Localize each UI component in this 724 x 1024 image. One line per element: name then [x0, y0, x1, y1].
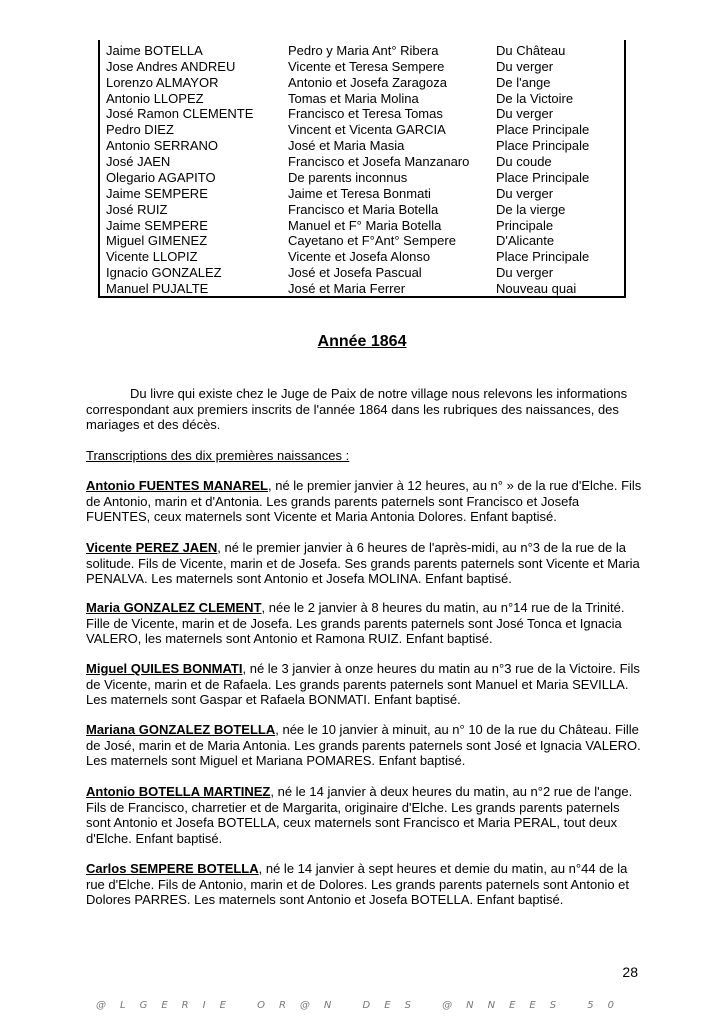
birth-entry — [86, 784, 646, 846]
table-cell-name: Vicente LLOPIZ — [106, 249, 198, 264]
entry-text: , née le 2 janvier à 8 heures du matin, au n°14 rue de la Trinité. Fille de Vicente, marin et de Josefa. Les grands parents paternels sont José Tonca et Ignacia VALERO, les maternels sont Antonio et Ramona RUIZ. Enfant baptisé. — [86, 600, 625, 646]
section-title: Année 1864 — [317, 333, 407, 350]
entry-text: , né le premier janvier à 12 heures, au n° » de la rue d'Elche. Fils de Antonio, marin et d'Antonia. Les grands parents paternels sont Francisco et Josefa FUENTES, ceux maternels sont Vicente et Maria Antonia Dolores. Enfant baptisé. — [86, 478, 642, 524]
table-cell-parents: Vincent et Vicenta GARCIA — [288, 122, 446, 137]
birth-entry — [86, 600, 646, 647]
table-cell-parents: Vicente et Teresa Sempere — [288, 59, 445, 74]
entry-text: , née le 10 janvier à minuit, au n° 10 de la rue du Château. Fille de José, marin et de Maria Antonia. Les grands parents paternels sont José et Ignacia VALERO. Les maternels sont Miguel et Mariana POMARES. Enfant baptisé. — [86, 722, 641, 768]
table-cell-parents: Francisco et Teresa Tomas — [288, 106, 443, 121]
table-cell-name: Manuel PUJALTE — [106, 281, 209, 296]
entry-name: Maria GONZALEZ CLEMENT — [86, 600, 262, 615]
entry-name: Mariana GONZALEZ BOTELLA — [86, 722, 276, 737]
table-cell-parents: Jaime et Teresa Bonmati — [288, 186, 431, 201]
table-cell-name: Jaime SEMPERE — [106, 218, 208, 233]
table-cell-name: Miguel GIMENEZ — [106, 233, 208, 248]
table-cell-name: Jaime BOTELLA — [106, 43, 203, 58]
table-cell-name: Ignacio GONZALEZ — [106, 265, 222, 280]
entry-text: , né le premier janvier à 6 heures de l'après-midi, au n°3 de la rue de la solitude. Fils de Vicente, marin et de Josefa. Ses grands parents paternels sont Vicente et Maria PENALVA. Les maternels sont Antonio et Josefa MOLINA. Enfant baptisé. — [86, 540, 640, 586]
transcriptions-heading: Transcriptions des dix premières naissances : — [86, 448, 350, 463]
table-cell-parents: José et Maria Masia — [288, 138, 405, 153]
baptism-table — [98, 40, 626, 298]
birth-entry — [86, 661, 646, 708]
table-cell-place: De la Victoire — [496, 91, 574, 106]
table-cell-place: De l'ange — [496, 75, 551, 90]
table-cell-name: Antonio LLOPEZ — [106, 91, 204, 106]
entry-name: Carlos SEMPERE BOTELLA — [86, 861, 259, 876]
table-cell-parents: De parents inconnus — [288, 170, 408, 185]
table-cell-name: Pedro DIEZ — [106, 122, 174, 137]
table-cell-place: Nouveau quai — [496, 281, 577, 296]
table-cell-place: Du verger — [496, 59, 554, 74]
table-cell-parents: Vicente et Josefa Alonso — [288, 249, 431, 264]
table-cell-parents: Tomas et Maria Molina — [288, 91, 419, 106]
entry-text: , né le 3 janvier à onze heures du matin au n°3 rue de la Victoire. Fils de Vicente, marin et de Rafaela. Les grands parents paternels sont Manuel et Maria SEVILLA. Les maternels sont Gaspar et Rafaela BONMATI. Enfant baptisé. — [86, 661, 640, 707]
entry-name: Miguel QUILES BONMATI — [86, 661, 243, 676]
table-cell-parents: Antonio et Josefa Zaragoza — [288, 75, 447, 90]
table-cell-parents: Pedro y Maria Ant° Ribera — [288, 43, 439, 58]
table-cell-place: Du verger — [496, 186, 554, 201]
table-cell-place: De la vierge — [496, 202, 566, 217]
entry-name: Vicente PEREZ JAEN — [86, 540, 218, 555]
table-cell-parents: Francisco et Josefa Manzanaro — [288, 154, 470, 169]
table-cell-place: Du Château — [496, 43, 566, 58]
table-cell-parents: Cayetano et F°Ant° Sempere — [288, 233, 456, 248]
birth-entry — [86, 861, 646, 908]
table-cell-place: Du verger — [496, 265, 554, 280]
birth-entry — [86, 478, 646, 525]
birth-entry — [86, 722, 646, 769]
table-cell-name: José Ramon CLEMENTE — [106, 106, 254, 121]
table-cell-place: Du verger — [496, 106, 554, 121]
table-cell-name: José JAEN — [106, 154, 171, 169]
intro-paragraph: Du livre qui existe chez le Juge de Paix de notre village nous relevons les informations correspondant aux premiers inscrits de l'année 1864 dans les rubriques des naissances, des mariages et des décès. — [86, 386, 628, 432]
table-cell-place: Place Principale — [496, 122, 590, 137]
table-cell-name: Olegario AGAPITO — [106, 170, 216, 185]
entry-text: , né le 14 janvier à sept heures et demie du matin, au n°44 de la rue d'Elche. Fils de Antonio, marin et de Dolores. Les grands parents paternels sont Antonio et Dolores PARRES. Les maternels sont Antonio et Josefa BOTELLA. Enfant baptisé. — [86, 861, 630, 907]
table-cell-name: Jaime SEMPERE — [106, 186, 208, 201]
birth-entry — [86, 540, 646, 587]
table-cell-name: José RUIZ — [106, 202, 168, 217]
entry-name: Antonio FUENTES MANAREL — [86, 478, 268, 493]
table-cell-place: Place Principale — [496, 170, 590, 185]
entry-name: Antonio BOTELLA MARTINEZ — [86, 784, 271, 799]
table-cell-place: Principale — [496, 218, 554, 233]
table-cell-name: Antonio SERRANO — [106, 138, 218, 153]
table-cell-place: Place Principale — [496, 249, 590, 264]
entry-text: , né le 14 janvier à deux heures du matin, au n°2 rue de l'ange. Fils de Francisco, charretier et de Margarita, originaire d'Elche. Les grands parents paternels sont Antonio et Josefa BOTELLA, ceux maternels sont Francisco et Maria PERAL, tout deux d'Elche. Enfant baptisé. — [86, 784, 633, 846]
page-number: 28 — [622, 964, 638, 980]
table-cell-place: Du coude — [496, 154, 552, 169]
table-cell-place: Place Principale — [496, 138, 590, 153]
table-cell-parents: Francisco et Maria Botella — [288, 202, 439, 217]
table-cell-parents: José et Maria Ferrer — [288, 281, 406, 296]
footer-text: @LGERIE OR@N DES @NNEES 50 — [96, 1000, 628, 1011]
table-cell-parents: Manuel et F° Maria Botella — [288, 218, 442, 233]
table-cell-name: Lorenzo ALMAYOR — [106, 75, 219, 90]
table-cell-name: Jose Andres ANDREU — [106, 59, 236, 74]
table-cell-parents: José et Josefa Pascual — [288, 265, 422, 280]
table-cell-place: D'Alicante — [496, 233, 555, 248]
